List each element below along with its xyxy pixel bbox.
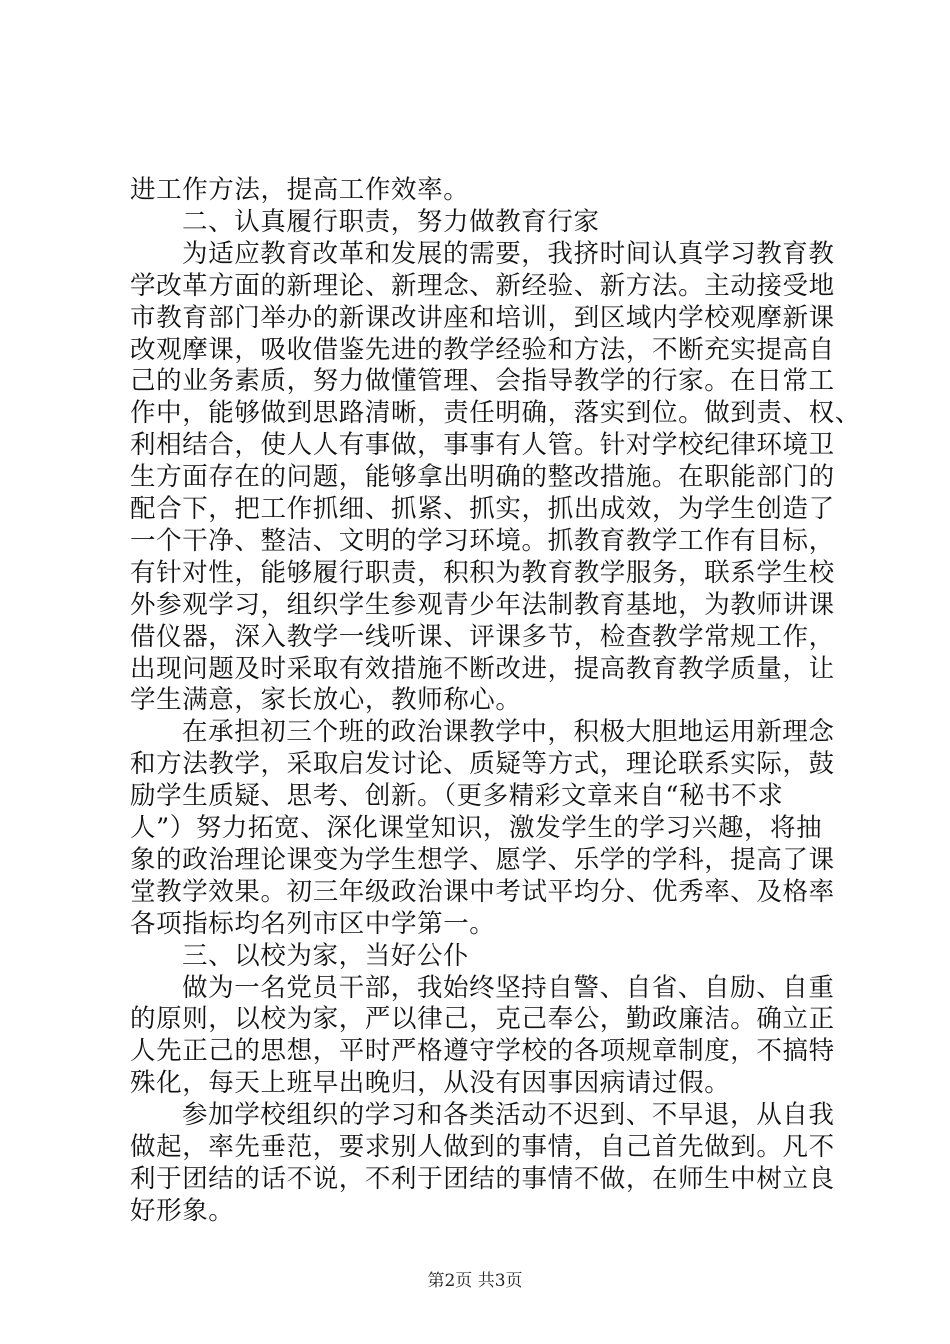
- section-heading: 二、认真履行职责，努力做教育行家: [182, 206, 600, 237]
- text-line: 市教育部门举办的新课改讲座和培训，到区域内学校观摩新课: [130, 302, 835, 333]
- text-line: 一个干净、整洁、文明的学习环境。抓教育教学工作有目标，: [130, 525, 835, 556]
- text-line: 和方法教学，采取启发讨论、质疑等方式，理论联系实际，鼓: [130, 749, 835, 780]
- text-line: 励学生质疑、思考、创新。（更多精彩文章来自“秘书不求: [130, 781, 784, 812]
- text-line: 借仪器，深入教学一线听课、评课多节，检查教学常规工作，: [130, 621, 835, 652]
- text-line: 配合下，把工作抓细、抓紧、抓实，抓出成效，为学生创造了: [130, 494, 835, 524]
- text-line: 做起，率先垂范，要求别人做到的事情，自己首先做到。凡不: [130, 1132, 835, 1162]
- text-line: 外参观学习，组织学生参观青少年法制教育基地，为教师讲课: [130, 589, 835, 620]
- text-line: 参加学校组织的学习和各类活动不迟到、不早退，从自我: [182, 1100, 835, 1131]
- section-heading: 三、以校为家，当好公仆: [182, 940, 470, 971]
- text-line: 生方面存在的问题，能够拿出明确的整改措施。在职能部门的: [130, 462, 835, 493]
- text-line: 人先正己的思想，平时严格遵守学校的各项规章制度，不搞特: [130, 1036, 835, 1067]
- text-line: 为适应教育改革和发展的需要，我挤时间认真学习教育教: [182, 238, 835, 269]
- text-line: 堂教学效果。初三年级政治课中考试平均分、优秀率、及格率: [130, 876, 835, 907]
- text-line: 利相结合，使人人有事做，事事有人管。针对学校纪律环境卫: [130, 430, 835, 461]
- text-line: 好形象。: [130, 1195, 235, 1226]
- page-number-footer: 第2页 共3页: [427, 1271, 523, 1291]
- text-line: 象的政治理论课变为学生想学、愿学、乐学的学科，提高了课: [130, 844, 835, 875]
- text-line: 有针对性，能够履行职责，积积为教育教学服务，联系学生校: [130, 557, 835, 588]
- text-line: 的原则，以校为家，严以律己，克己奉公，勤政廉洁。确立正: [130, 1004, 835, 1035]
- text-line: 己的业务素质，努力做懂管理、会指导教学的行家。在日常工: [130, 366, 835, 397]
- text-line: 各项指标均名列市区中学第一。: [130, 908, 496, 939]
- text-line: 利于团结的话不说，不利于团结的事情不做，在师生中树立良: [130, 1163, 835, 1194]
- text-line: 在承担初三个班的政治课教学中，积极大胆地运用新理念: [182, 717, 835, 748]
- text-line: 人”）努力拓宽、深化课堂知识，激发学生的学习兴趣，将抽: [130, 813, 823, 843]
- text-line: 改观摩课，吸收借鉴先进的教学经验和方法，不断充实提高自: [130, 334, 835, 365]
- text-line: 作中，能够做到思路清晰，责任明确，落实到位。做到责、权、: [130, 398, 861, 429]
- text-line: 出现问题及时采取有效措施不断改进，提高教育教学质量，让: [130, 653, 835, 684]
- text-line: 进工作方法，提高工作效率。: [130, 175, 470, 205]
- text-line: 学改革方面的新理论、新理念、新经验、新方法。主动接受地: [130, 270, 835, 301]
- text-line: 学生满意，家长放心，教师称心。: [130, 685, 522, 716]
- text-line: 做为一名党员干部，我始终坚持自警、自省、自励、自重: [182, 972, 835, 1003]
- text-line: 殊化，每天上班早出晚归，从没有因事因病请过假。: [130, 1068, 731, 1099]
